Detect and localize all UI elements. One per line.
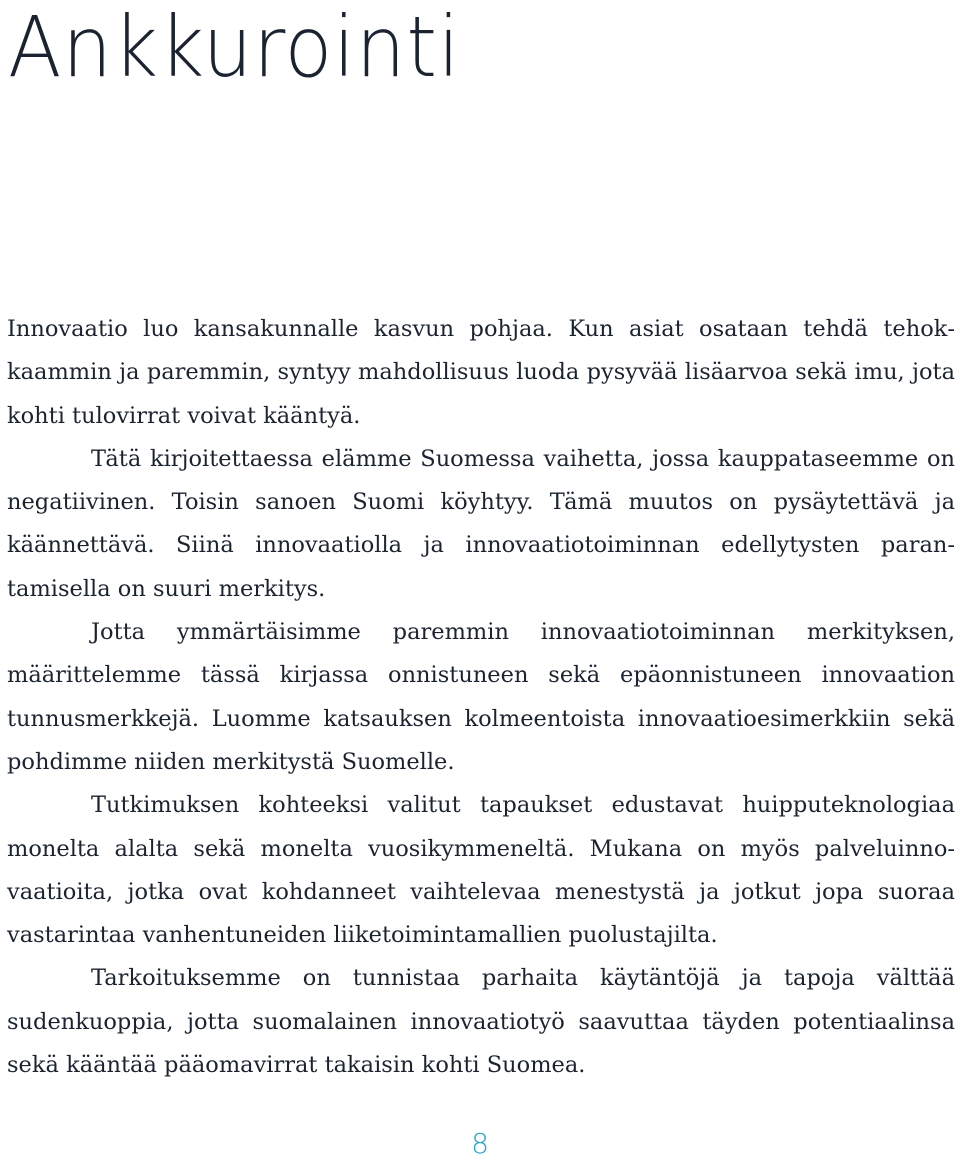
paragraph: Tätä kirjoitettaessa elämme Suomessa vaihetta, jossa kauppataseemme on negatiivinen. Toisin sanoen Suomi köyhtyy. Tämä muutos on pysäytettävä ja käännettävä. Siinä innovaatiolla ja innovaatiotoiminnan edellytysten parantamisella on suuri merkitys. [7,445,955,602]
page-number: 8 [471,1127,489,1160]
page-title: Ankkurointi [8,0,461,96]
body-text [7,308,955,1087]
paragraph: Tarkoituksemme on tunnistaa parhaita käytäntöjä ja tapoja välttää sudenkuoppia, jotta suomalainen innovaatiotyö saavuttaa täyden potentiaalinsa sekä kääntää pääomavirrat takaisin kohti Suomea. [7,965,955,1079]
paragraph: Jotta ymmärtäisimme paremmin innovaatiotoiminnan merkityksen, määrittelemme tässä kirjassa onnistuneen sekä epäonnistuneen innovaation tunnusmerkkejä. Luomme katsauksen kolmeentoista innovaatioesimerkkiin sekä pohdimme niiden merkitystä Suomelle. [7,619,955,775]
paragraph: Innovaatio luo kansakunnalle kasvun pohjaa. Kun asiat osataan tehdä tehokkaammin ja paremmin, syntyy mahdollisuus luoda pysyvää lisäarvoa sekä imu, jota kohti tulovirrat voivat kääntyä. [7,316,955,429]
paragraph: Tutkimuksen kohteeksi valitut tapaukset edustavat huipputeknologiaa monelta alalta sekä monelta vuosikymmeneltä. Mukana on myös palveluinnovaatioita, jotka ovat kohdanneet vaihtelevaa menestystä ja jotkut jopa suoraa vastarintaa vanhentuneiden liiketoimintamallien puolustajilta. [7,792,955,949]
